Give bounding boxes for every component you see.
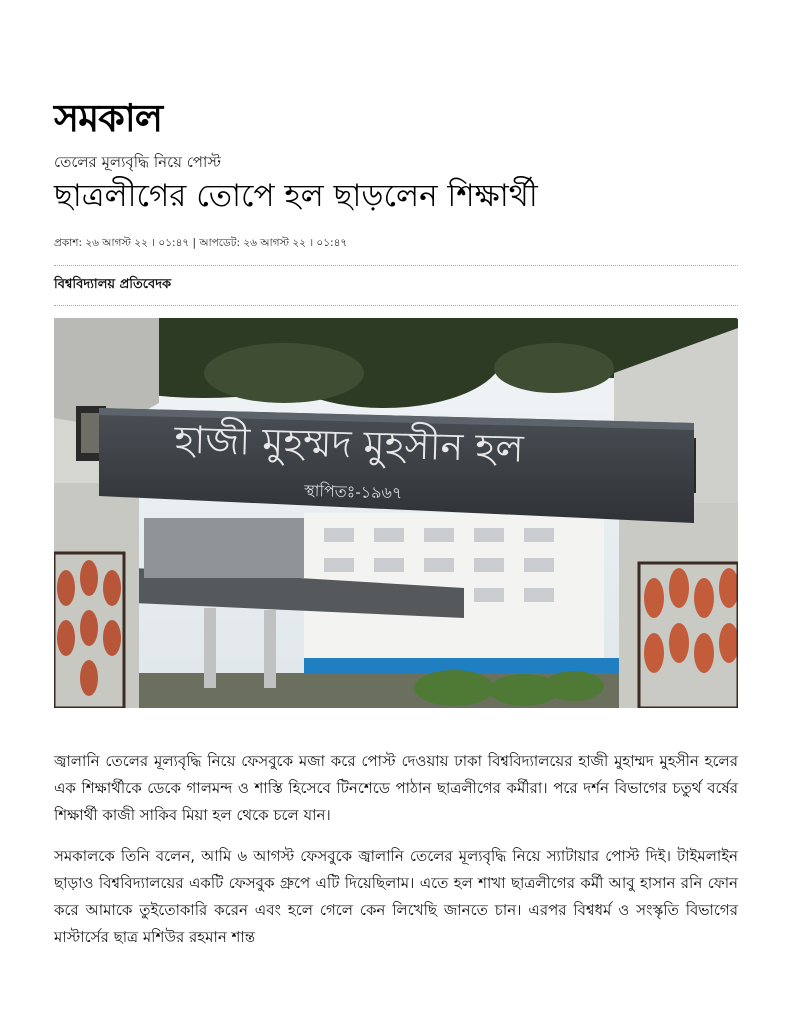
article-photo[interactable]: [54, 318, 738, 708]
publish-meta: প্রকাশ: ২৬ আগস্ট ২২ । ০১:৪৭ | আপডেট: ২৬ আগস্ট ২২ । ০১:৪৭: [54, 237, 348, 249]
sign-title: হাজী মুহম্মদ মুহসীন হল: [173, 417, 525, 471]
byline: বিশ্ববিদ্যালয় প্রতিবেদক: [54, 277, 172, 292]
article-kicker: তেলের মূল্যবৃদ্ধি নিয়ে পোস্ট: [54, 153, 221, 171]
article-body: [54, 748, 738, 965]
sign-subtitle: স্থাপিতঃ-১৯৬৭: [303, 480, 403, 503]
masthead-logo[interactable]: সমকাল: [54, 95, 163, 140]
divider-top: [54, 265, 738, 266]
article-headline: ছাত্রলীগের তোপে হল ছাড়লেন শিক্ষার্থী: [54, 178, 538, 214]
divider-bottom: [54, 305, 738, 306]
article-paragraph-1: জ্বালানি তেলের মূল্যবৃদ্ধি নিয়ে ফেসবুকে মজা করে পোস্ট দেওয়ায় ঢাকা বিশ্ববিদ্যালয়ের হাজী মুহাম্মদ মুহসীন হলের এক শিক্ষার্থীকে ডেকে গালমন্দ ও শাস্তি হিসেবে টিনশেডে পাঠান ছাত্রলীগের কর্মীরা। পরে দর্শন বিভাগের চতুর্থ বর্ষের শিক্ষার্থী কাজী সাকিব মিয়া হল থেকে চলে যান।: [54, 752, 738, 824]
hall-gate-illustration: [54, 318, 738, 708]
article-paragraph-2: সমকালকে তিনি বলেন, আমি ৬ আগস্ট ফেসবুকে জ্বালানি তেলের মূল্যবৃদ্ধি নিয়ে স্যাটায়ার পোস্ট দিই। টাইমলাইন ছাড়াও বিশ্ববিদ্যালয়ের একটি ফেসবুক গ্রুপে এটি দিয়েছিলাম। এতে হল শাখা ছাত্রলীগের কর্মী আবু হাসান রনি ফোন করে আমাকে তুইতোকারি করেন এবং হলে গেলে কেন লিখেছি জানতে চান। এরপর বিশ্বধর্ম ও সংস্কৃতি বিভাগের মাস্টার্সের ছাত্র মশিউর রহমান শান্ত: [54, 847, 738, 946]
